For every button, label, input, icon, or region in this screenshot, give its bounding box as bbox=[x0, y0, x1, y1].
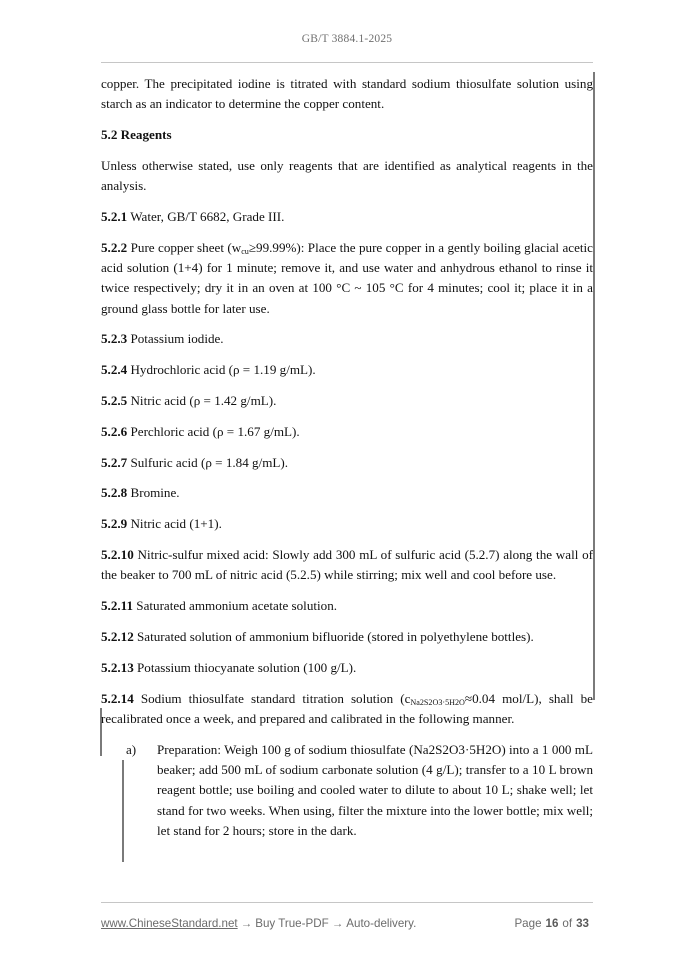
clause-5-2-4 bbox=[101, 360, 593, 380]
change-bar-right-margin bbox=[593, 72, 595, 700]
total-page-count: 33 bbox=[576, 916, 589, 930]
clause-number: 5.2.4 bbox=[101, 362, 128, 378]
clause-text-before-subscript: Sodium thiosulfate standard titration solution (c bbox=[140, 690, 411, 706]
clause-text-before-subscript: Pure copper sheet (w bbox=[130, 239, 242, 255]
list-item-marker: a) bbox=[126, 741, 137, 757]
clause-5-2-7 bbox=[101, 453, 593, 473]
clause-number: 5.2.13 bbox=[101, 659, 134, 675]
page-footer bbox=[101, 913, 593, 933]
subscript-sodium-thiosulfate: Na2S2O3·5H2O bbox=[410, 697, 465, 707]
clause-5-2-2 bbox=[101, 238, 593, 319]
clause-5-2-11 bbox=[101, 596, 593, 616]
clause-text: Saturated solution of ammonium bifluoride (stored in polyethylene bottles). bbox=[137, 628, 534, 644]
clause-5-2-6 bbox=[101, 422, 593, 442]
lettered-list bbox=[101, 740, 593, 841]
clause-text: Nitric acid (1+1). bbox=[130, 516, 222, 532]
clause-5-2-10 bbox=[101, 545, 593, 586]
of-label: of bbox=[562, 916, 573, 930]
running-header: GB/T 3884.1-2025 bbox=[301, 33, 393, 45]
clause-text: Sulfuric acid (ρ = 1.84 g/mL). bbox=[130, 454, 289, 470]
footer-delivery-label: Auto-delivery. bbox=[346, 916, 417, 930]
current-page-number: 16 bbox=[545, 916, 559, 930]
clause-5-2-8 bbox=[101, 483, 593, 503]
clause-5-2-13 bbox=[101, 658, 593, 678]
clause-number: 5.2.10 bbox=[101, 547, 134, 563]
clause-number: 5.2.11 bbox=[101, 598, 134, 614]
clause-number: 5.2.6 bbox=[101, 423, 128, 439]
paragraph-reagents-intro: Unless otherwise stated, use only reagents that are identified as analytical reagents in the analysis. bbox=[101, 157, 593, 194]
footer-offer-label: Buy True-PDF bbox=[255, 916, 329, 930]
clause-number: 5.2.9 bbox=[101, 516, 128, 532]
subscript-cu: cu bbox=[241, 246, 249, 256]
clause-5-2-9 bbox=[101, 514, 593, 534]
clause-5-2-3 bbox=[101, 329, 593, 349]
clause-number: 5.2.2 bbox=[101, 239, 128, 255]
clause-5-2-14 bbox=[101, 689, 593, 730]
header-rule bbox=[101, 62, 593, 63]
footer-rule bbox=[101, 902, 593, 903]
clause-text: Saturated ammonium acetate solution. bbox=[136, 598, 338, 614]
paragraph-continued: copper. The precipitated iodine is titrated with standard sodium thiosulfate solution using starch as an indicator to determine the copper content. bbox=[101, 76, 593, 112]
arrow-right-icon-2: → bbox=[331, 916, 344, 930]
clause-5-2-1 bbox=[101, 207, 593, 227]
clause-number: 5.2.1 bbox=[101, 208, 128, 224]
clause-text-after-subscript: ≈0.04 mol/L), shall be recalibrated once a week, and prepared and calibrated in the following manner. bbox=[101, 690, 593, 726]
clause-text: Nitric acid (ρ = 1.42 g/mL). bbox=[130, 393, 277, 409]
list-item bbox=[101, 740, 593, 841]
clause-text: Bromine. bbox=[130, 485, 180, 501]
clause-text: Perchloric acid (ρ = 1.67 g/mL). bbox=[130, 423, 300, 439]
clause-text: Hydrochloric acid (ρ = 1.19 g/mL). bbox=[130, 362, 316, 378]
page-indicator bbox=[514, 913, 593, 933]
list-item-text: Preparation: Weigh 100 g of sodium thiosulfate (Na2S2O3·5H2O) into a 1 000 mL beaker; add 500 mL of sodium carbonate solution (4 g/L); transfer to a 10 L brown reagent bottle; use boiling and cooled water to dilute to about 10 L; shake well; let stand for two weeks. When using, filter the mixture into the lower bottle; mix well; let stand for 2 hours; store in the dark. bbox=[157, 741, 593, 838]
website-link[interactable]: www.ChineseStandard.net bbox=[101, 916, 238, 930]
clause-text: Potassium thiocyanate solution (100 g/L). bbox=[137, 659, 357, 675]
clause-text: Water, GB/T 6682, Grade III. bbox=[130, 208, 285, 224]
clause-text-after-subscript: ≥99.99%): Place the pure copper in a gently boiling glacial acetic acid solution (1+4) for 1 minute; remove it, and use water and anhydrous ethanol to rinse it twice respectively; dry it in an oven at 100 °C ~ 105 °C for 4 minutes; cool it; place it in a ground glass bottle for later use. bbox=[101, 239, 593, 316]
section-heading-5-2: 5.2 Reagents bbox=[101, 127, 172, 143]
clause-number: 5.2.5 bbox=[101, 393, 128, 409]
clause-5-2-12 bbox=[101, 627, 593, 647]
page-label: Page bbox=[514, 916, 542, 930]
footer-promo bbox=[101, 917, 416, 930]
clause-number: 5.2.7 bbox=[101, 454, 128, 470]
clause-number: 5.2.14 bbox=[101, 690, 134, 706]
clause-text: Nitric-sulfur mixed acid: Slowly add 300 mL of sulfuric acid (5.2.7) along the wall of the beaker to 700 mL of nitric acid (5.2.5) while stirring; mix well and cool before use. bbox=[101, 547, 593, 583]
clause-5-2-5 bbox=[101, 391, 593, 411]
clause-number: 5.2.8 bbox=[101, 485, 128, 501]
clause-text: Potassium iodide. bbox=[130, 331, 224, 347]
arrow-right-icon-1: → bbox=[240, 916, 253, 930]
clause-number: 5.2.12 bbox=[101, 628, 134, 644]
clause-number: 5.2.3 bbox=[101, 331, 128, 347]
document-body bbox=[101, 74, 593, 841]
